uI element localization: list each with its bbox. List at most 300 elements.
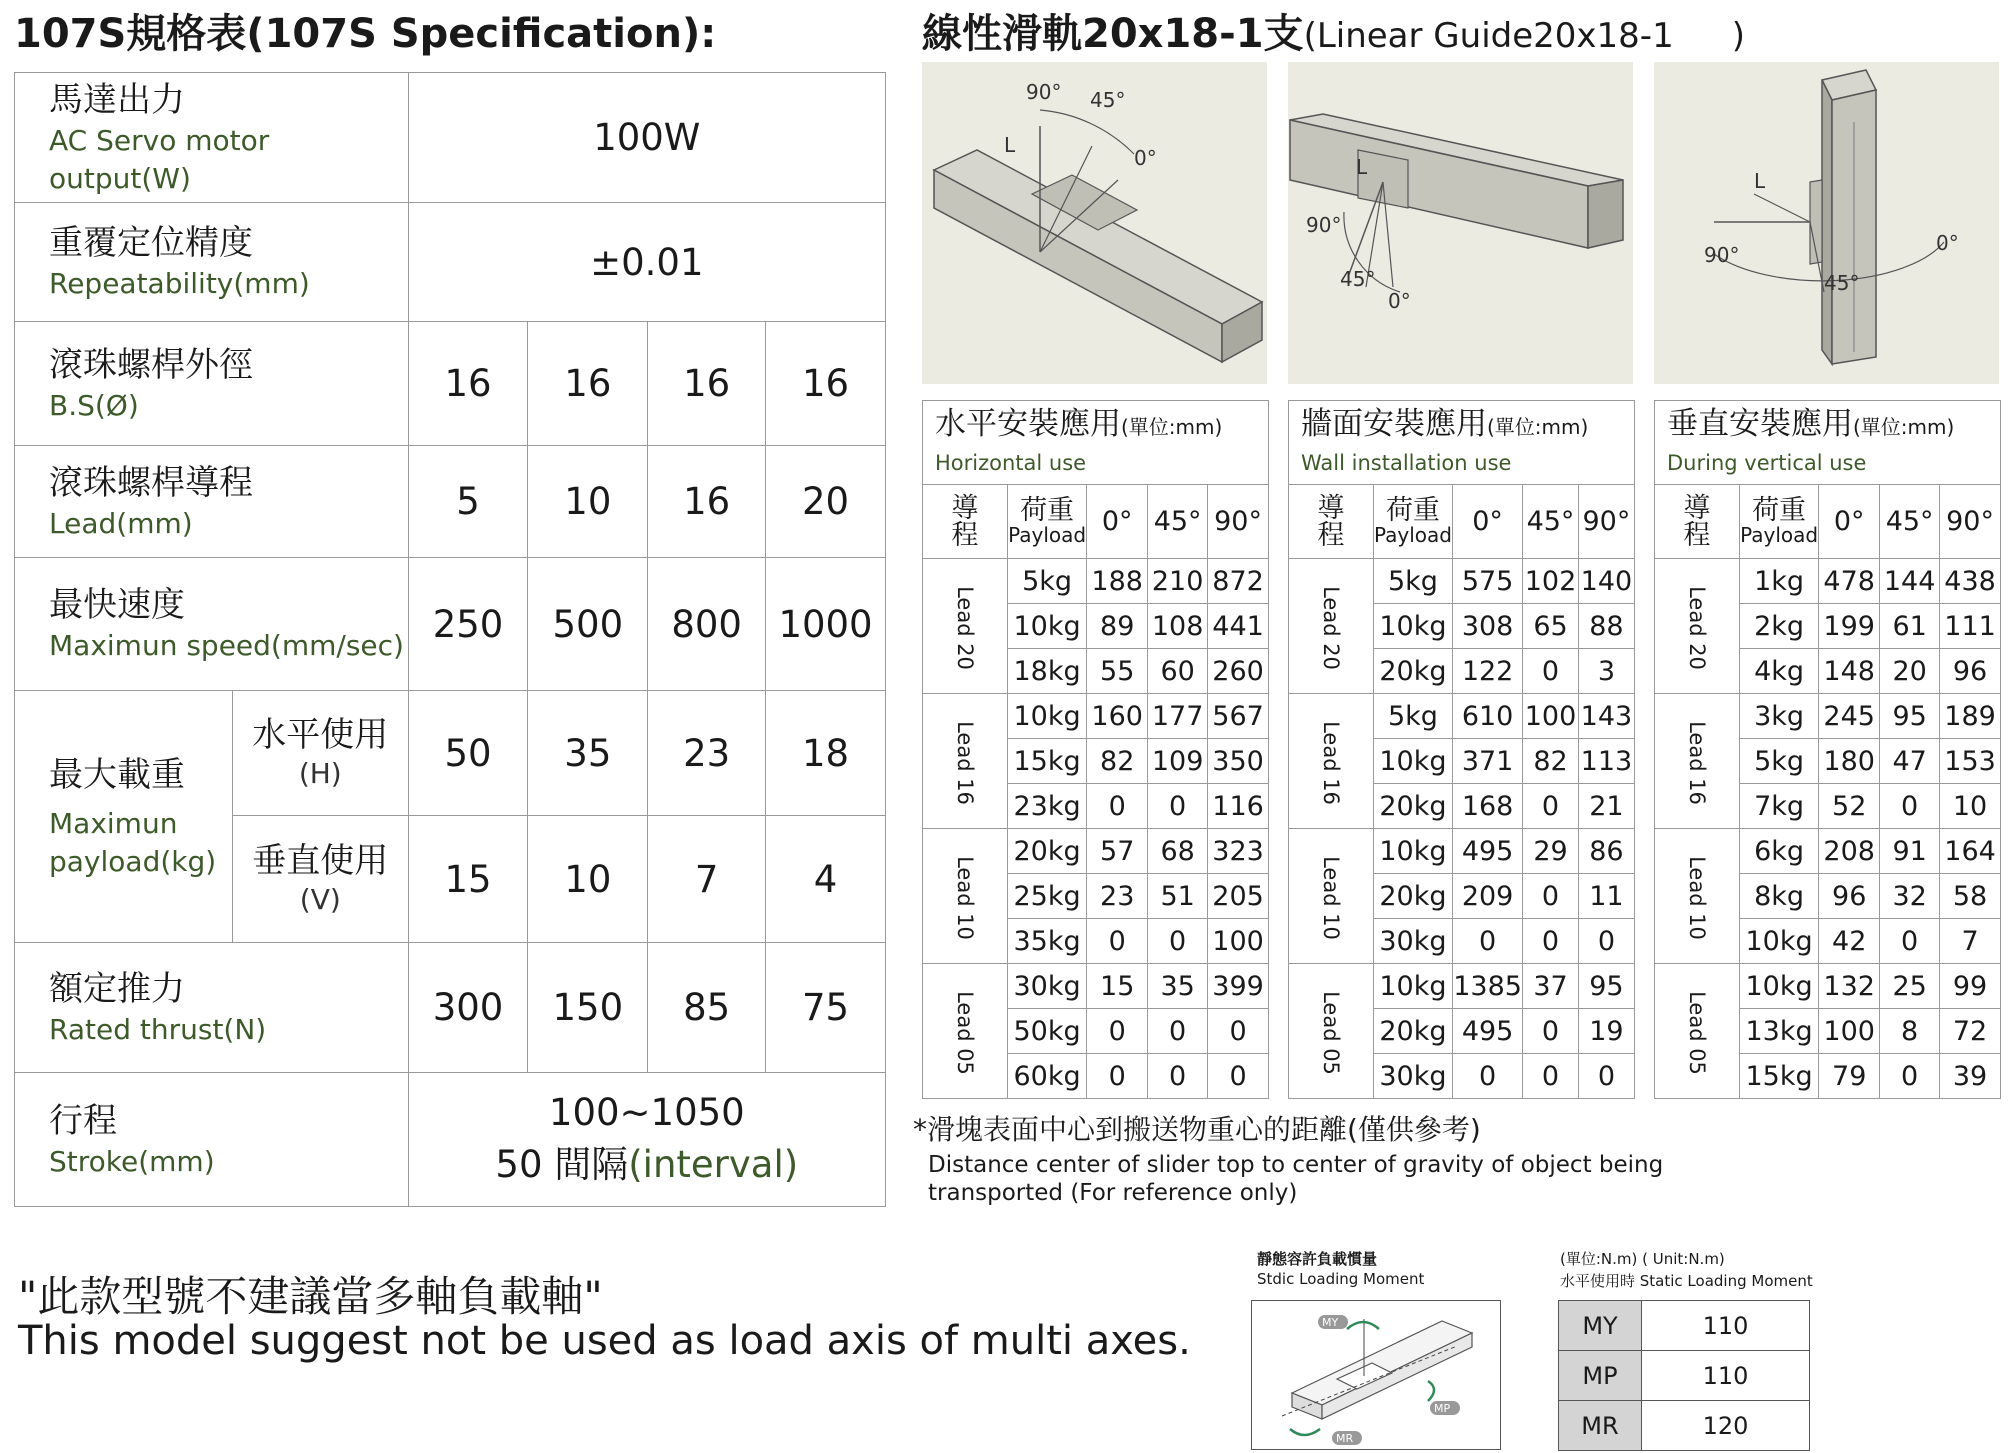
deg90-cell: 441: [1208, 604, 1269, 649]
col-payload-en: Payload: [1373, 523, 1452, 547]
lead-group-label: Lead 20: [1684, 585, 1709, 670]
bs-value: 16: [766, 322, 886, 446]
deg0-cell: 208: [1819, 829, 1880, 874]
speed-value: 1000: [766, 558, 886, 691]
repeat-value: ±0.01: [408, 203, 885, 322]
col-90: 90°: [1578, 485, 1634, 559]
deg90-cell: 350: [1208, 739, 1269, 784]
lead-label-en: Lead(mm): [49, 506, 193, 540]
deg90-cell: 399: [1208, 964, 1269, 1009]
illus-w-L: L: [1356, 155, 1368, 179]
illus-w-deg0: 0°: [1388, 289, 1411, 313]
speed-value: 800: [648, 558, 766, 691]
payload-cell: 10kg: [1739, 964, 1818, 1009]
deg90-cell: 205: [1208, 874, 1269, 919]
deg90-cell: 99: [1940, 964, 2001, 1009]
deg45-cell: 0: [1148, 919, 1208, 964]
deg90-cell: 88: [1578, 604, 1634, 649]
lead-label-zh: 滾珠螺桿導程: [49, 462, 253, 503]
stroke-label-zh: 行程: [49, 1100, 117, 1141]
spec-title: 107S規格表(107S Specification):: [14, 11, 717, 57]
illus-w-deg90: 90°: [1306, 213, 1342, 237]
moment-label-my: MY: [1322, 1316, 1339, 1329]
illus-h-deg0: 0°: [1134, 146, 1157, 170]
moment-value: 110: [1642, 1351, 1810, 1401]
speed-label-zh: 最快速度: [49, 585, 185, 625]
col-90: 90°: [1208, 485, 1269, 559]
stroke-interval-zh: 50 間隔: [495, 1143, 629, 1186]
bs-value: 16: [408, 322, 528, 446]
deg45-cell: 0: [1523, 784, 1579, 829]
load-row: [1289, 964, 1635, 1009]
deg90-cell: 58: [1940, 874, 2001, 919]
deg45-cell: 95: [1880, 694, 1940, 739]
payload-cell: 13kg: [1739, 1009, 1818, 1054]
wall-unit: (單位:mm): [1487, 415, 1589, 439]
lead-value: 5: [408, 446, 528, 558]
payload-label-zh: 最大載重: [49, 754, 185, 795]
payload-v-value: 15: [408, 816, 528, 943]
col-lead-2: 程: [1683, 519, 1711, 551]
thrust-label-en: Rated thrust(N): [49, 1012, 267, 1046]
payload-cell: 10kg: [1373, 964, 1452, 1009]
thrust-value: 150: [528, 943, 648, 1073]
payload-h-value: 18: [766, 691, 886, 816]
deg0-cell: 610: [1453, 694, 1523, 739]
col-lead-1: 導: [1683, 492, 1711, 524]
deg45-cell: 0: [1523, 649, 1579, 694]
lead-group-label: Lead 16: [1318, 720, 1343, 805]
vertical-title: 垂直安裝應用: [1667, 406, 1853, 442]
lead-group-label: Lead 10: [1318, 855, 1343, 940]
deg0-cell: 180: [1819, 739, 1880, 784]
motor-value: 100W: [408, 73, 885, 203]
deg90-cell: 140: [1578, 559, 1634, 604]
thrust-label-zh: 額定推力: [49, 968, 185, 1009]
deg45-cell: 47: [1880, 739, 1940, 784]
deg0-cell: 160: [1087, 694, 1148, 739]
payload-cell: 18kg: [1007, 649, 1086, 694]
deg45-cell: 51: [1148, 874, 1208, 919]
deg0-cell: 55: [1087, 649, 1148, 694]
deg90-cell: 189: [1940, 694, 2001, 739]
col-45: 45°: [1880, 485, 1940, 559]
payload-cell: 8kg: [1739, 874, 1818, 919]
deg90-cell: 143: [1578, 694, 1634, 739]
payload-cell: 35kg: [1007, 919, 1086, 964]
deg45-cell: 0: [1880, 919, 1940, 964]
payload-v-value: 10: [528, 816, 648, 943]
deg0-cell: 79: [1819, 1054, 1880, 1099]
deg45-cell: 0: [1148, 1054, 1208, 1099]
moment-table-heading: 水平使用時 Static Loading Moment: [1560, 1272, 1813, 1290]
illus-w-deg45: 45°: [1340, 267, 1376, 291]
spec-row-stroke: [15, 1073, 886, 1207]
illus-h-deg90: 90°: [1026, 80, 1062, 104]
payload-cell: 25kg: [1007, 874, 1086, 919]
lead-group-label: Lead 16: [1684, 720, 1709, 805]
col-0: 0°: [1087, 485, 1148, 559]
payload-cell: 20kg: [1373, 1009, 1452, 1054]
bs-label-en: B.S(Ø): [49, 388, 139, 422]
moment-diagram-title-zh: 靜態容許負載慣量: [1257, 1250, 1378, 1268]
deg90-cell: 0: [1578, 919, 1634, 964]
deg45-cell: 0: [1880, 1054, 1940, 1099]
lead-value: 10: [528, 446, 648, 558]
vertical-subtitle: During vertical use: [1667, 451, 1867, 475]
payload-cell: 10kg: [1007, 604, 1086, 649]
illus-v-deg90: 90°: [1704, 243, 1740, 267]
speed-value: 250: [408, 558, 528, 691]
deg0-cell: 96: [1819, 874, 1880, 919]
load-row: [1655, 559, 2001, 604]
deg0-cell: 209: [1453, 874, 1523, 919]
illus-h-L: L: [1004, 133, 1016, 157]
deg45-cell: 68: [1148, 829, 1208, 874]
load-row: [923, 694, 1269, 739]
col-90: 90°: [1940, 485, 2001, 559]
col-payload-zh: 荷重: [1020, 495, 1075, 526]
horizontal-subtitle: Horizontal use: [935, 451, 1087, 475]
horizontal-mount-illustration: [922, 62, 1267, 384]
load-row: [1289, 694, 1635, 739]
deg45-cell: 61: [1880, 604, 1940, 649]
payload-cell: 4kg: [1739, 649, 1818, 694]
vertical-load-table: [1654, 400, 2001, 1099]
deg0-cell: 245: [1819, 694, 1880, 739]
col-payload-zh: 荷重: [1385, 495, 1440, 526]
deg90-cell: 10: [1940, 784, 2001, 829]
deg90-cell: 96: [1940, 649, 2001, 694]
lead-group-label: Lead 10: [1684, 855, 1709, 940]
deg0-cell: 168: [1453, 784, 1523, 829]
deg0-cell: 0: [1087, 784, 1148, 829]
deg90-cell: 86: [1578, 829, 1634, 874]
deg45-cell: 91: [1880, 829, 1940, 874]
lead-value: 20: [766, 446, 886, 558]
payload-cell: 50kg: [1007, 1009, 1086, 1054]
lead-value: 16: [648, 446, 766, 558]
payload-h-value: 23: [648, 691, 766, 816]
payload-h-en: (H): [298, 757, 342, 790]
deg45-cell: 0: [1523, 919, 1579, 964]
spec-row-bs: [15, 322, 886, 446]
horizontal-load-table: [922, 400, 1269, 1099]
deg0-cell: 122: [1453, 649, 1523, 694]
col-0: 0°: [1453, 485, 1523, 559]
deg45-cell: 109: [1148, 739, 1208, 784]
payload-h-zh: 水平使用: [252, 715, 389, 755]
payload-cell: 20kg: [1373, 784, 1452, 829]
deg45-cell: 108: [1148, 604, 1208, 649]
deg0-cell: 0: [1087, 919, 1148, 964]
deg0-cell: 42: [1819, 919, 1880, 964]
spec-row-repeatability: [15, 203, 886, 322]
moment-label-mp: MP: [1434, 1402, 1451, 1415]
moment-label-mr: MR: [1336, 1432, 1354, 1445]
deg0-cell: 15: [1087, 964, 1148, 1009]
deg90-cell: 260: [1208, 649, 1269, 694]
payload-label-en1: Maximun: [49, 806, 178, 840]
lead-group-label: Lead 05: [1318, 990, 1343, 1075]
speed-value: 500: [528, 558, 648, 691]
payload-cell: 20kg: [1373, 874, 1452, 919]
spec-row-motor: [15, 73, 886, 203]
warning-zh: "此款型號不建議當多軸負載軸": [18, 1272, 603, 1321]
lead-group-label: Lead 20: [952, 585, 977, 670]
deg90-cell: 72: [1940, 1009, 2001, 1054]
deg45-cell: 0: [1523, 1009, 1579, 1054]
deg0-cell: 1385: [1453, 964, 1523, 1009]
bs-value: 16: [648, 322, 766, 446]
wall-load-table: [1288, 400, 1635, 1099]
lead-group-label: Lead 20: [1318, 585, 1343, 670]
repeat-label-en: Repeatability(mm): [49, 267, 310, 300]
payload-cell: 10kg: [1373, 604, 1452, 649]
payload-cell: 15kg: [1007, 739, 1086, 784]
deg45-cell: 0: [1523, 1054, 1579, 1099]
deg45-cell: 60: [1148, 649, 1208, 694]
deg0-cell: 100: [1819, 1009, 1880, 1054]
payload-cell: 10kg: [1739, 919, 1818, 964]
moment-diagram-title-en: Stdic Loading Moment: [1257, 1270, 1425, 1288]
deg90-cell: 21: [1578, 784, 1634, 829]
deg90-cell: 39: [1940, 1054, 2001, 1099]
spec-row-speed: [15, 558, 886, 691]
deg90-cell: 323: [1208, 829, 1269, 874]
warning-en: This model suggest not be used as load axis of multi axes.: [18, 1318, 1191, 1364]
deg45-cell: 102: [1523, 559, 1579, 604]
deg45-cell: 100: [1523, 694, 1579, 739]
moment-value: 120: [1642, 1401, 1810, 1451]
deg45-cell: 35: [1148, 964, 1208, 1009]
deg0-cell: 82: [1087, 739, 1148, 784]
deg0-cell: 495: [1453, 1009, 1523, 1054]
load-row: [1655, 829, 2001, 874]
spec-row-lead: [15, 446, 886, 558]
deg90-cell: 113: [1578, 739, 1634, 784]
deg0-cell: 495: [1453, 829, 1523, 874]
moment-table: [1558, 1300, 1810, 1451]
illus-v-deg45: 45°: [1824, 271, 1860, 295]
col-payload-zh: 荷重: [1752, 495, 1807, 526]
payload-v-zh: 垂直使用: [252, 841, 389, 881]
load-row: [923, 559, 1269, 604]
payload-cell: 6kg: [1739, 829, 1818, 874]
moment-value: 110: [1642, 1301, 1810, 1351]
col-0: 0°: [1819, 485, 1880, 559]
wall-title: 牆面安裝應用: [1301, 406, 1487, 442]
bs-label-zh: 滾珠螺桿外徑: [49, 344, 253, 385]
payload-cell: 10kg: [1373, 739, 1452, 784]
load-row: [923, 964, 1269, 1009]
deg45-cell: 0: [1148, 784, 1208, 829]
deg90-cell: 0: [1208, 1009, 1269, 1054]
payload-v-en: (V): [299, 883, 341, 916]
deg0-cell: 89: [1087, 604, 1148, 649]
payload-cell: 3kg: [1739, 694, 1818, 739]
horizontal-title: 水平安裝應用: [935, 406, 1121, 442]
deg45-cell: 0: [1880, 784, 1940, 829]
deg45-cell: 0: [1523, 874, 1579, 919]
deg0-cell: 57: [1087, 829, 1148, 874]
guide-title: 線性滑軌20x18-1支(Linear Guide20x18-1 ): [922, 11, 1745, 57]
deg45-cell: 0: [1148, 1009, 1208, 1054]
deg90-cell: 153: [1940, 739, 2001, 784]
payload-cell: 2kg: [1739, 604, 1818, 649]
moment-key: MP: [1559, 1351, 1642, 1401]
load-row: [1655, 964, 2001, 1009]
payload-cell: 20kg: [1373, 649, 1452, 694]
deg0-cell: 478: [1819, 559, 1880, 604]
motor-label-zh: 馬達出力: [49, 79, 185, 120]
thrust-value: 75: [766, 943, 886, 1073]
deg90-cell: 0: [1208, 1054, 1269, 1099]
note-en-line2: transported (For reference only): [928, 1180, 1298, 1206]
deg0-cell: 575: [1453, 559, 1523, 604]
load-row: [1289, 559, 1635, 604]
col-lead-1: 導: [951, 492, 979, 524]
vertical-unit: (單位:mm): [1853, 415, 1955, 439]
deg0-cell: 371: [1453, 739, 1523, 784]
deg90-cell: 11: [1578, 874, 1634, 919]
deg45-cell: 8: [1880, 1009, 1940, 1054]
deg0-cell: 0: [1087, 1009, 1148, 1054]
payload-cell: 5kg: [1007, 559, 1086, 604]
deg0-cell: 308: [1453, 604, 1523, 649]
wall-mount-illustration: [1288, 62, 1633, 384]
deg45-cell: 32: [1880, 874, 1940, 919]
deg90-cell: 872: [1208, 559, 1269, 604]
spec-table: [14, 72, 886, 1207]
deg90-cell: 7: [1940, 919, 2001, 964]
spec-row-thrust: [15, 943, 886, 1073]
deg0-cell: 0: [1453, 1054, 1523, 1099]
deg0-cell: 132: [1819, 964, 1880, 1009]
payload-cell: 5kg: [1739, 739, 1818, 784]
deg90-cell: 567: [1208, 694, 1269, 739]
col-lead-1: 導: [1317, 492, 1345, 524]
speed-label-en: Maximun speed(mm/sec): [49, 629, 404, 662]
col-45: 45°: [1148, 485, 1208, 559]
moment-key: MR: [1559, 1401, 1642, 1451]
stroke-interval-en: (interval): [628, 1143, 799, 1186]
deg90-cell: 438: [1940, 559, 2001, 604]
deg45-cell: 82: [1523, 739, 1579, 784]
deg90-cell: 116: [1208, 784, 1269, 829]
deg90-cell: 100: [1208, 919, 1269, 964]
moment-row: [1559, 1351, 1810, 1401]
illus-v-L: L: [1754, 169, 1766, 193]
payload-cell: 10kg: [1373, 829, 1452, 874]
col-payload-en: Payload: [1740, 523, 1819, 547]
deg0-cell: 52: [1819, 784, 1880, 829]
payload-cell: 5kg: [1373, 559, 1452, 604]
deg45-cell: 25: [1880, 964, 1940, 1009]
illus-v-deg0: 0°: [1936, 231, 1959, 255]
deg0-cell: 199: [1819, 604, 1880, 649]
payload-cell: 30kg: [1373, 1054, 1452, 1099]
deg0-cell: 188: [1087, 559, 1148, 604]
moment-table-unit: (單位:N.m) ( Unit:N.m): [1560, 1250, 1725, 1268]
horizontal-unit: (單位:mm): [1121, 415, 1223, 439]
moment-diagram: [1251, 1300, 1501, 1450]
payload-label-en2: payload(kg): [49, 844, 217, 878]
deg90-cell: 164: [1940, 829, 2001, 874]
deg45-cell: 20: [1880, 649, 1940, 694]
wall-subtitle: Wall installation use: [1301, 451, 1512, 475]
moment-row: [1559, 1401, 1810, 1451]
deg45-cell: 144: [1880, 559, 1940, 604]
illus-h-deg45: 45°: [1090, 88, 1126, 112]
payload-cell: 15kg: [1739, 1054, 1818, 1099]
deg45-cell: 177: [1148, 694, 1208, 739]
payload-cell: 60kg: [1007, 1054, 1086, 1099]
payload-cell: 20kg: [1007, 829, 1086, 874]
col-payload-en: Payload: [1008, 523, 1087, 547]
deg0-cell: 148: [1819, 649, 1880, 694]
payload-cell: 1kg: [1739, 559, 1818, 604]
deg45-cell: 65: [1523, 604, 1579, 649]
note-en-line1: Distance center of slider top to center of gravity of object being: [928, 1152, 1664, 1178]
moment-row: [1559, 1301, 1810, 1351]
motor-label-en: AC Servo motor output(W): [49, 123, 270, 195]
spec-row-payload-h: [15, 691, 886, 816]
deg0-cell: 0: [1087, 1054, 1148, 1099]
moment-key: MY: [1559, 1301, 1642, 1351]
deg90-cell: 111: [1940, 604, 2001, 649]
stroke-range: 100~1050: [548, 1091, 745, 1134]
col-45: 45°: [1523, 485, 1579, 559]
load-row: [1655, 694, 2001, 739]
lead-group-label: Lead 10: [952, 855, 977, 940]
load-row: [1289, 829, 1635, 874]
deg0-cell: 0: [1453, 919, 1523, 964]
deg90-cell: 19: [1578, 1009, 1634, 1054]
lead-group-label: Lead 05: [1684, 990, 1709, 1075]
col-lead-2: 程: [951, 519, 979, 551]
payload-v-value: 4: [766, 816, 886, 943]
deg90-cell: 3: [1578, 649, 1634, 694]
stroke-label-en: Stroke(mm): [49, 1144, 215, 1178]
thrust-value: 85: [648, 943, 766, 1073]
col-lead-2: 程: [1317, 519, 1345, 551]
payload-v-value: 7: [648, 816, 766, 943]
deg90-cell: 0: [1578, 1054, 1634, 1099]
load-row: [923, 829, 1269, 874]
payload-cell: 5kg: [1373, 694, 1452, 739]
payload-cell: 30kg: [1373, 919, 1452, 964]
deg45-cell: 210: [1148, 559, 1208, 604]
deg90-cell: 95: [1578, 964, 1634, 1009]
payload-h-value: 50: [408, 691, 528, 816]
payload-cell: 7kg: [1739, 784, 1818, 829]
note-zh: *滑塊表面中心到搬送物重心的距離(僅供參考): [913, 1113, 1481, 1146]
payload-cell: 23kg: [1007, 784, 1086, 829]
deg0-cell: 23: [1087, 874, 1148, 919]
deg45-cell: 37: [1523, 964, 1579, 1009]
vertical-mount-illustration: [1654, 62, 1999, 384]
payload-cell: 10kg: [1007, 694, 1086, 739]
repeat-label-zh: 重覆定位精度: [49, 223, 253, 263]
lead-group-label: Lead 05: [952, 990, 977, 1075]
lead-group-label: Lead 16: [952, 720, 977, 805]
deg45-cell: 29: [1523, 829, 1579, 874]
payload-h-value: 35: [528, 691, 648, 816]
thrust-value: 300: [408, 943, 528, 1073]
bs-value: 16: [528, 322, 648, 446]
payload-cell: 30kg: [1007, 964, 1086, 1009]
